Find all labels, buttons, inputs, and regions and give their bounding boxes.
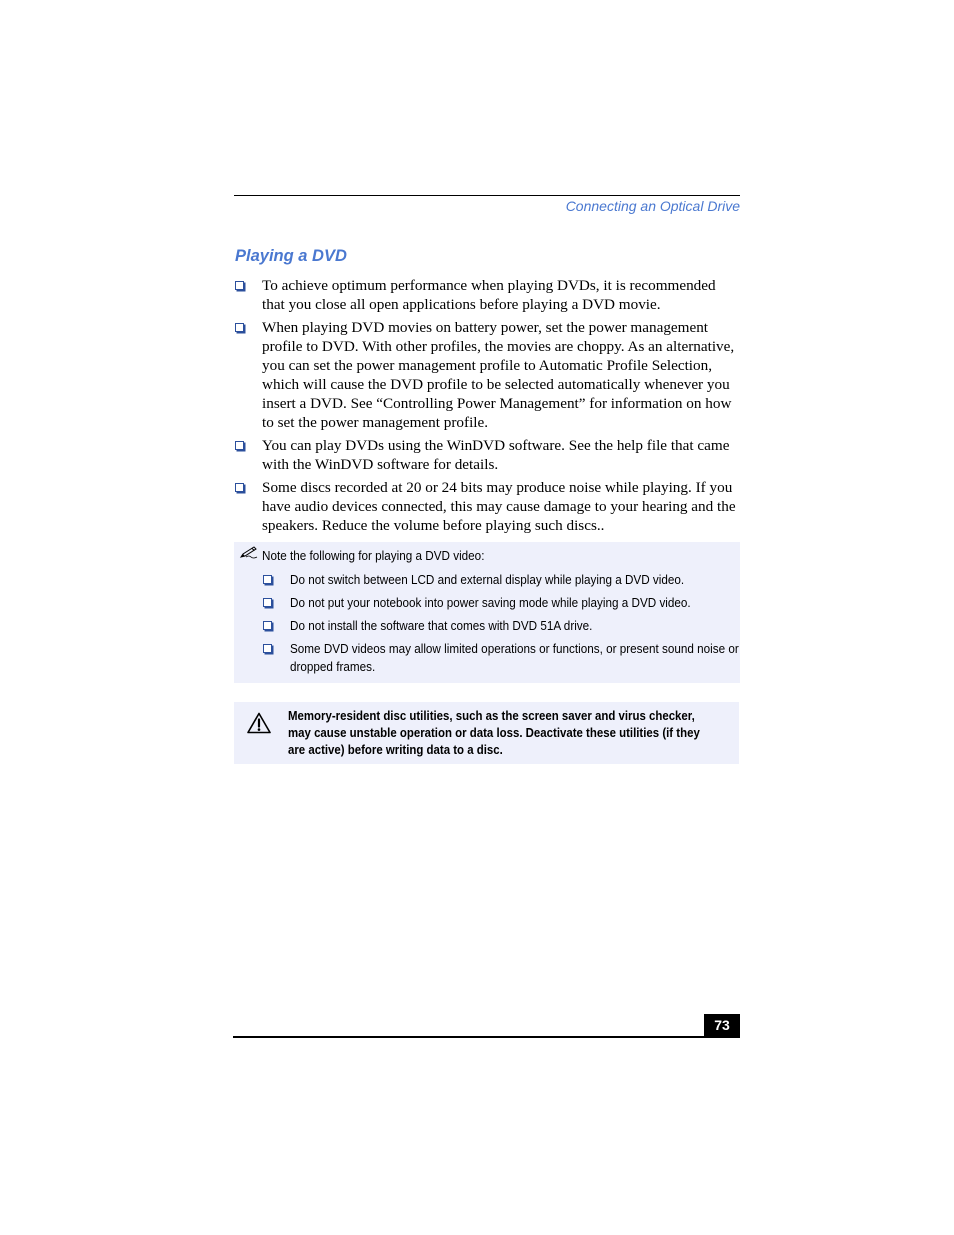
warning-icon <box>247 712 271 734</box>
bullet-box-icon <box>263 644 272 653</box>
note-item <box>262 571 732 589</box>
note-intro: Note the following for playing a DVD video: <box>262 548 485 563</box>
note-list <box>262 571 739 681</box>
list-item <box>234 436 740 474</box>
list-item <box>234 276 740 314</box>
bullet-box-icon <box>263 598 272 607</box>
warning-text: Memory-resident disc utilities, such as the screen saver and virus checker, may cause unstable operation or data loss. Deactivate these utilities (if they are active) before writing data to a disc. <box>288 708 700 757</box>
footer-rule <box>233 1036 740 1038</box>
warning-panel <box>234 702 739 764</box>
list-item-text: You can play DVDs using the WinDVD software. See the help file that came with the WinDVD software for details. <box>262 437 730 473</box>
note-item <box>262 640 739 676</box>
section-link[interactable]: Connecting an Optical Drive <box>565 198 740 214</box>
note-item-text: Do not switch between LCD and external display while playing a DVD video. <box>290 572 685 587</box>
note-item <box>262 617 732 635</box>
note-item <box>262 594 732 612</box>
bullet-box-icon <box>235 281 244 290</box>
header-rule <box>234 195 740 196</box>
bullet-box-icon <box>235 483 244 492</box>
list-item-text: Some discs recorded at 20 or 24 bits may produce noise while playing. If you have audio devices connected, this may cause damage to your hearing and the speakers. Reduce the volume before playing such discs.. <box>262 479 736 534</box>
bullet-box-icon <box>235 441 244 450</box>
note-item-text: Some DVD videos may allow limited operations or functions, or present sound noise or dropped frames. <box>290 641 739 674</box>
note-panel <box>234 542 740 683</box>
bullet-list <box>234 276 740 539</box>
page-number: 73 <box>704 1014 740 1037</box>
bullet-box-icon <box>235 323 244 332</box>
list-item <box>234 318 740 432</box>
page-title: Playing a DVD <box>235 247 347 265</box>
list-item-text: When playing DVD movies on battery power, set the power management profile to DVD. With other profiles, the movies are choppy. As an alternative, you can set the power management profile to Automatic Profile Selection, which will cause the DVD profile to be selected automatically whenever you insert a DVD. See “Controlling Power Management” for information on how to set the power management profile. <box>262 319 735 431</box>
list-item <box>234 478 740 535</box>
list-item-text: To achieve optimum performance when playing DVDs, it is recommended that you close all open applications before playing a DVD movie. <box>262 277 716 313</box>
bullet-box-icon <box>263 621 272 630</box>
note-item-text: Do not install the software that comes with DVD 51A drive. <box>290 618 593 633</box>
bullet-box-icon <box>263 575 272 584</box>
note-item-text: Do not put your notebook into power saving mode while playing a DVD video. <box>290 595 691 610</box>
pen-icon <box>239 545 259 559</box>
